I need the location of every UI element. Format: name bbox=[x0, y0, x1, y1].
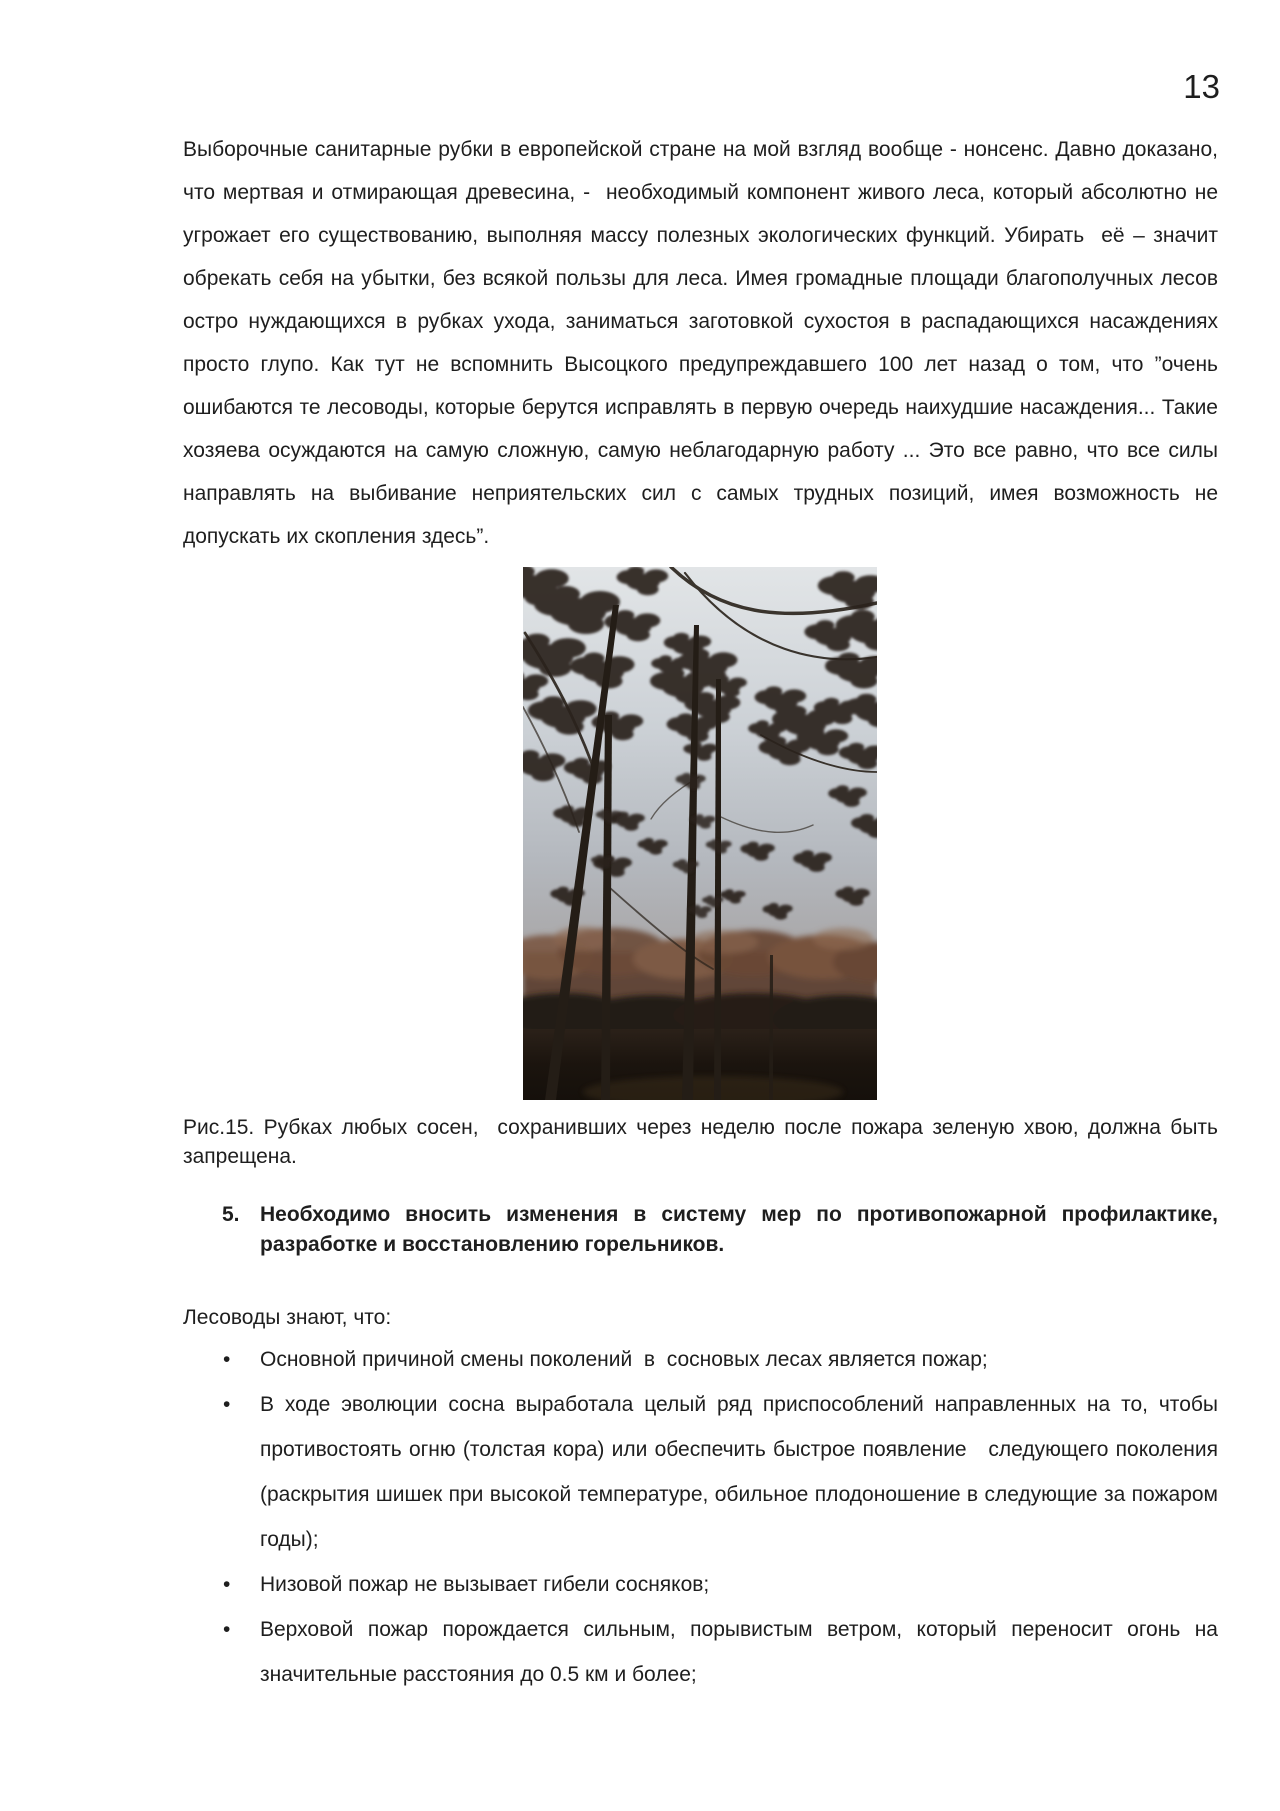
list-item-text: Основной причиной смены поколений в сосновых лесах является пожар; bbox=[260, 1348, 988, 1371]
list-item bbox=[222, 1337, 1218, 1382]
list-item bbox=[222, 1607, 1224, 1697]
bullet-icon: • bbox=[223, 1573, 231, 1596]
section-5-heading bbox=[222, 1200, 1218, 1260]
list-item bbox=[222, 1382, 1224, 1562]
list-item-text: В ходе эволюции сосна выработала целый ряд приспособлений направленных на то, чтобы противостоять огню (толстая кора) или обеспечить быстрое появление следующего поколения (раскрытия шишек при высокой температуре, обильное плодоношение в следующие за пожаром годы); bbox=[260, 1393, 1224, 1551]
bullet-icon: • bbox=[223, 1393, 231, 1416]
section-5-title: Необходимо вносить изменения в систему мер по противопожарной профилактике, разработке и восстановлению горельников. bbox=[260, 1203, 1218, 1256]
list-item bbox=[222, 1562, 1218, 1607]
figure-caption: Рис.15. Рубках любых сосен, сохранивших через неделю после пожара зеленую хвою, должна быть запрещена. bbox=[183, 1116, 1224, 1168]
list-intro: Лесоводы знают, что: bbox=[183, 1306, 392, 1329]
section-5-number: 5. bbox=[222, 1203, 240, 1226]
forestry-facts-list bbox=[222, 1337, 1224, 1697]
bullet-icon: • bbox=[223, 1618, 231, 1641]
list-item-text: Низовой пожар не вызывает гибели сосняков; bbox=[260, 1573, 710, 1596]
page-number: 13 bbox=[1183, 68, 1220, 105]
body-paragraph: Выборочные санитарные рубки в европейской стране на мой взгляд вообще - нонсенс. Давно доказано, что мертвая и отмирающая древесина, - необходимый компонент живого леса, который абсолютно не угрожает его существованию, выполняя массу полезных экологических функций. Убирать её – значит обрекать себя на убытки, без всякой пользы для леса. Имея громадные площади благополучных лесов остро нуждающихся в рубках ухода, заниматься заготовкой сухостоя в распадающихся насаждениях просто глупо. Как тут не вспомнить Высоцкого предупреждавшего 100 лет назад о том, что ”очень ошибаются те лесоводы, которые берутся исправлять в первую очередь наихудшие насаждения... Такие хозяева осуждаются на самую сложную, самую неблагодарную работу ... Это все равно, что все силы направлять на выбивание неприятельских сил с самых трудных позиций, имея возможность не допускать их скопления здесь”. bbox=[183, 138, 1224, 548]
burnt-pine-stand-photo bbox=[523, 567, 877, 1100]
bullet-icon: • bbox=[223, 1348, 231, 1371]
list-item-text: Верховой пожар порождается сильным, порывистым ветром, который переносит огонь на значительные расстояния до 0.5 км и более; bbox=[260, 1618, 1224, 1686]
figure-15 bbox=[523, 567, 877, 1100]
